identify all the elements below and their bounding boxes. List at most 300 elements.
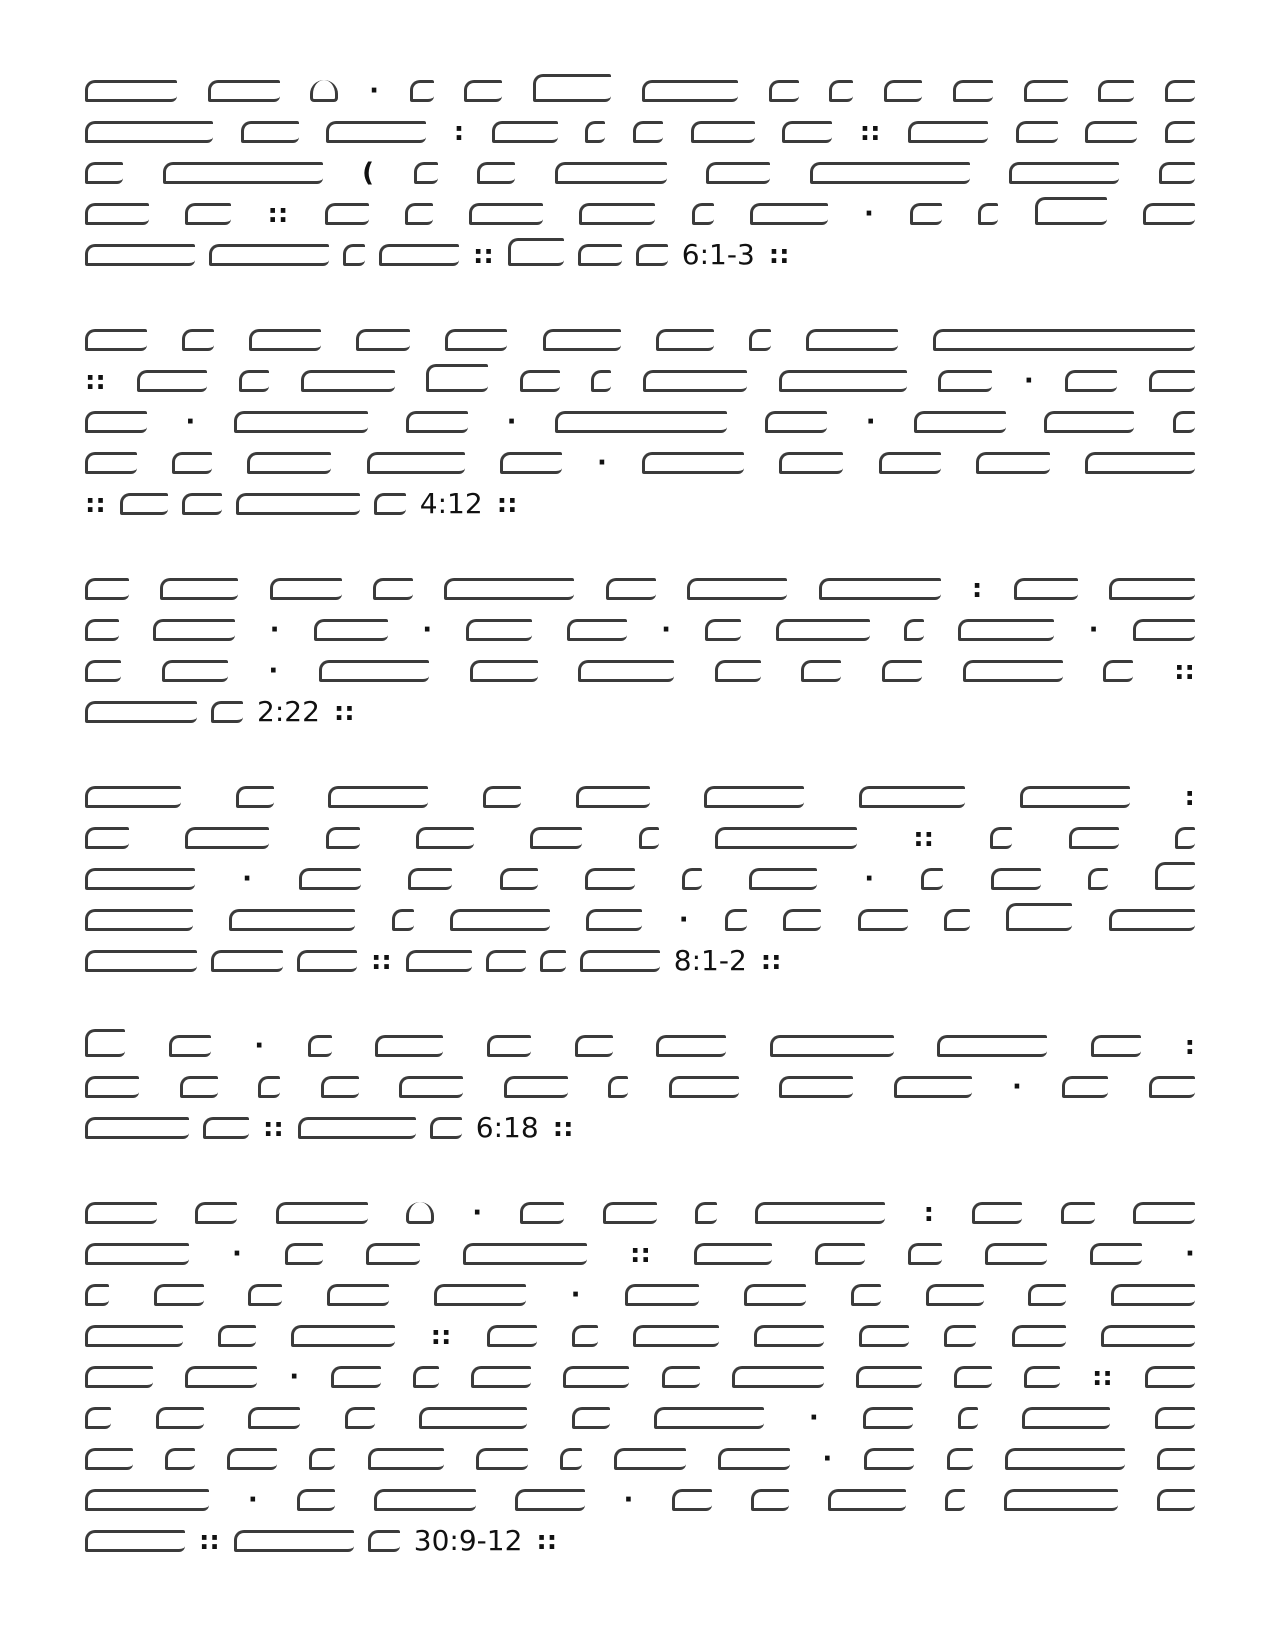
script-word bbox=[343, 244, 365, 266]
script-word bbox=[662, 1366, 700, 1388]
word-separator: · bbox=[678, 904, 689, 935]
section-separator: :: bbox=[630, 1238, 651, 1269]
script-word bbox=[85, 1366, 153, 1388]
script-word bbox=[755, 1202, 885, 1224]
script-word bbox=[572, 1325, 598, 1347]
script-word bbox=[555, 411, 727, 433]
script-word bbox=[654, 1407, 764, 1429]
passage-4 bbox=[85, 776, 1195, 981]
script-word bbox=[1024, 80, 1068, 102]
script-word bbox=[85, 121, 213, 143]
script-word bbox=[85, 1448, 133, 1470]
script-word bbox=[470, 660, 538, 682]
script-word bbox=[672, 1489, 712, 1511]
script-word bbox=[218, 1325, 256, 1347]
script-word bbox=[301, 370, 395, 392]
script-word bbox=[1157, 1489, 1195, 1511]
script-word bbox=[1012, 1325, 1066, 1347]
text-line bbox=[85, 1397, 1195, 1438]
script-word bbox=[555, 162, 667, 184]
colon: : bbox=[1184, 781, 1195, 812]
text-line bbox=[85, 1107, 1195, 1148]
script-word bbox=[165, 1448, 195, 1470]
script-word bbox=[1016, 121, 1058, 143]
script-word bbox=[185, 1366, 257, 1388]
script-word bbox=[625, 1284, 699, 1306]
word-separator: · bbox=[268, 655, 279, 686]
script-word bbox=[636, 244, 668, 266]
script-word bbox=[328, 786, 428, 808]
script-word bbox=[958, 1407, 978, 1429]
verse-reference: 30:9-12 bbox=[413, 1524, 523, 1557]
text-line bbox=[85, 234, 1195, 275]
script-word bbox=[910, 203, 942, 225]
script-word bbox=[1145, 1366, 1195, 1388]
script-word bbox=[1133, 1202, 1195, 1224]
text-line bbox=[85, 360, 1195, 401]
script-word bbox=[991, 868, 1041, 890]
script-word bbox=[463, 1243, 587, 1265]
text-line bbox=[85, 899, 1195, 940]
text-line bbox=[85, 70, 1195, 111]
script-word bbox=[85, 1530, 185, 1552]
script-word bbox=[1159, 162, 1195, 184]
script-word bbox=[285, 1243, 323, 1265]
script-word bbox=[669, 1076, 739, 1098]
script-word bbox=[85, 203, 149, 225]
script-word bbox=[580, 950, 660, 972]
text-line bbox=[85, 483, 1195, 524]
script-word bbox=[405, 203, 433, 225]
script-word bbox=[694, 1243, 772, 1265]
verse-reference: 2:22 bbox=[257, 695, 320, 728]
word-separator: · bbox=[661, 614, 671, 645]
passage-2 bbox=[85, 319, 1195, 524]
open-paren: ( bbox=[362, 157, 375, 188]
section-separator: :: bbox=[267, 198, 289, 229]
script-word bbox=[572, 1407, 610, 1429]
script-word bbox=[319, 660, 429, 682]
text-line bbox=[85, 691, 1195, 732]
section-separator: :: bbox=[85, 488, 106, 519]
script-word bbox=[399, 1076, 463, 1098]
script-word bbox=[1085, 121, 1137, 143]
section-separator: :: bbox=[768, 239, 790, 270]
script-word bbox=[419, 1407, 527, 1429]
text-line bbox=[85, 776, 1195, 817]
script-word bbox=[944, 909, 970, 931]
script-word bbox=[492, 121, 558, 143]
text-line bbox=[85, 1233, 1195, 1274]
section-separator: :: bbox=[760, 945, 782, 976]
script-word bbox=[1009, 162, 1119, 184]
text-line bbox=[85, 1025, 1195, 1066]
script-word bbox=[779, 1076, 853, 1098]
script-word bbox=[1085, 452, 1195, 474]
script-word bbox=[1175, 827, 1195, 849]
script-word bbox=[783, 909, 821, 931]
script-word bbox=[1006, 903, 1072, 931]
script-word bbox=[444, 578, 574, 600]
script-word bbox=[990, 827, 1012, 849]
script-word bbox=[520, 1202, 564, 1224]
script-word bbox=[162, 660, 228, 682]
script-word bbox=[430, 1117, 462, 1139]
script-word bbox=[744, 1284, 806, 1306]
script-word bbox=[137, 370, 207, 392]
script-word bbox=[368, 1530, 400, 1552]
script-word bbox=[945, 1489, 965, 1511]
script-word bbox=[978, 203, 998, 225]
script-word bbox=[85, 411, 147, 433]
script-word bbox=[209, 244, 329, 266]
script-word bbox=[856, 1366, 922, 1388]
script-word bbox=[1157, 1448, 1195, 1470]
script-word bbox=[477, 162, 515, 184]
script-word bbox=[169, 1035, 211, 1057]
word-separator: · bbox=[1012, 1071, 1022, 1102]
script-word bbox=[749, 329, 771, 351]
script-word bbox=[882, 660, 922, 682]
script-word bbox=[1111, 1284, 1195, 1306]
script-word bbox=[704, 786, 804, 808]
script-word bbox=[1103, 660, 1133, 682]
script-word bbox=[85, 80, 177, 102]
script-word bbox=[156, 1407, 204, 1429]
script-word bbox=[963, 660, 1063, 682]
script-word bbox=[1133, 619, 1195, 641]
script-word bbox=[321, 1076, 359, 1098]
script-word bbox=[515, 1489, 585, 1511]
script-word bbox=[858, 909, 908, 931]
script-word bbox=[500, 868, 538, 890]
script-word bbox=[248, 1407, 300, 1429]
script-word bbox=[85, 950, 197, 972]
script-word bbox=[779, 452, 843, 474]
script-word bbox=[749, 868, 817, 890]
script-word bbox=[859, 786, 965, 808]
script-word bbox=[715, 827, 857, 849]
script-word bbox=[750, 203, 828, 225]
script-word bbox=[500, 452, 562, 474]
text-line bbox=[85, 401, 1195, 442]
text-line bbox=[85, 817, 1195, 858]
script-word bbox=[270, 578, 342, 600]
script-word bbox=[504, 1076, 568, 1098]
script-word bbox=[682, 868, 702, 890]
script-word bbox=[227, 1448, 277, 1470]
script-word bbox=[211, 701, 243, 723]
script-word bbox=[606, 578, 656, 600]
script-word bbox=[374, 1489, 476, 1511]
script-word bbox=[406, 950, 472, 972]
script-word bbox=[291, 1325, 395, 1347]
script-word bbox=[1069, 827, 1119, 849]
word-separator: · bbox=[597, 447, 607, 478]
script-word bbox=[1143, 203, 1195, 225]
script-word bbox=[410, 80, 434, 102]
script-word bbox=[1024, 1366, 1060, 1388]
script-word bbox=[586, 909, 642, 931]
script-word bbox=[530, 827, 582, 849]
script-word bbox=[392, 909, 414, 931]
word-separator: · bbox=[422, 614, 433, 645]
script-word bbox=[540, 950, 566, 972]
script-word bbox=[416, 827, 474, 849]
script-word bbox=[160, 578, 238, 600]
script-word bbox=[1062, 1076, 1108, 1098]
word-separator: · bbox=[864, 198, 874, 229]
script-word bbox=[938, 370, 992, 392]
section-separator: :: bbox=[371, 945, 392, 976]
script-word bbox=[367, 452, 465, 474]
script-word bbox=[976, 452, 1050, 474]
script-word bbox=[297, 950, 357, 972]
script-word bbox=[643, 370, 747, 392]
script-word bbox=[1098, 80, 1134, 102]
script-word bbox=[483, 786, 521, 808]
script-word bbox=[153, 619, 235, 641]
script-word bbox=[85, 827, 129, 849]
script-word bbox=[241, 121, 299, 143]
script-word bbox=[172, 452, 212, 474]
script-word bbox=[567, 619, 627, 641]
script-word bbox=[85, 1284, 109, 1306]
script-word bbox=[445, 329, 507, 351]
script-word bbox=[578, 244, 622, 266]
script-word bbox=[819, 578, 941, 600]
script-word bbox=[1165, 80, 1195, 102]
word-separator: · bbox=[506, 406, 517, 437]
word-separator: · bbox=[865, 406, 876, 437]
script-word bbox=[754, 1325, 824, 1347]
colon: : bbox=[1184, 1030, 1195, 1061]
script-word bbox=[579, 203, 655, 225]
script-word bbox=[434, 1284, 526, 1306]
script-word bbox=[815, 1243, 865, 1265]
script-word bbox=[914, 411, 1006, 433]
text-line bbox=[85, 319, 1195, 360]
script-word bbox=[85, 619, 119, 641]
script-word bbox=[563, 1366, 629, 1388]
script-word bbox=[466, 619, 532, 641]
script-word bbox=[85, 244, 195, 266]
text-line bbox=[85, 1315, 1195, 1356]
word-separator: · bbox=[472, 1197, 483, 1228]
word-separator: · bbox=[822, 1443, 833, 1474]
script-word bbox=[695, 1202, 717, 1224]
script-word bbox=[751, 1489, 789, 1511]
script-word bbox=[426, 364, 488, 392]
script-word bbox=[366, 1243, 420, 1265]
script-word bbox=[1165, 121, 1195, 143]
script-word bbox=[85, 162, 123, 184]
script-word bbox=[249, 329, 321, 351]
colon: : bbox=[453, 116, 465, 147]
script-word bbox=[276, 1202, 368, 1224]
script-word bbox=[765, 411, 827, 433]
script-word bbox=[801, 660, 841, 682]
script-word bbox=[972, 1202, 1022, 1224]
script-word bbox=[85, 1202, 157, 1224]
text-line bbox=[85, 442, 1195, 483]
script-word bbox=[182, 493, 222, 515]
script-word bbox=[85, 701, 197, 723]
word-separator: · bbox=[369, 75, 380, 106]
word-separator: · bbox=[1185, 1238, 1195, 1269]
script-word bbox=[414, 162, 438, 184]
script-word bbox=[1091, 1035, 1141, 1057]
script-word bbox=[203, 1117, 249, 1139]
word-separator: · bbox=[185, 406, 196, 437]
script-word bbox=[234, 1530, 354, 1552]
script-word bbox=[851, 1284, 881, 1306]
script-word bbox=[314, 619, 388, 641]
text-line bbox=[85, 111, 1195, 152]
script-word bbox=[476, 1448, 528, 1470]
script-word bbox=[85, 1117, 189, 1139]
script-word bbox=[248, 1284, 282, 1306]
verse-reference: 4:12 bbox=[419, 487, 483, 520]
word-separator: · bbox=[1088, 614, 1099, 645]
word-separator: · bbox=[242, 863, 253, 894]
script-word bbox=[85, 578, 129, 600]
word-separator: · bbox=[289, 1361, 300, 1392]
text-line bbox=[85, 1066, 1195, 1107]
script-word bbox=[642, 452, 744, 474]
script-word bbox=[326, 121, 426, 143]
script-word bbox=[715, 660, 761, 682]
script-word bbox=[782, 121, 832, 143]
script-word bbox=[520, 370, 560, 392]
text-line bbox=[85, 152, 1195, 193]
script-word bbox=[247, 452, 331, 474]
script-word bbox=[258, 1076, 280, 1098]
passage-3 bbox=[85, 568, 1195, 732]
script-word bbox=[236, 786, 274, 808]
script-word bbox=[908, 121, 988, 143]
section-separator: :: bbox=[1174, 655, 1195, 686]
section-separator: :: bbox=[333, 696, 355, 727]
script-word bbox=[779, 370, 907, 392]
script-word bbox=[464, 80, 502, 102]
script-word bbox=[309, 1448, 335, 1470]
script-word bbox=[1061, 1202, 1095, 1224]
section-separator: :: bbox=[1092, 1361, 1113, 1392]
script-word bbox=[656, 329, 714, 351]
section-separator: :: bbox=[473, 239, 494, 270]
text-line bbox=[85, 1438, 1195, 1479]
script-word bbox=[705, 619, 741, 641]
script-word bbox=[706, 162, 770, 184]
script-word bbox=[828, 1489, 906, 1511]
text-line bbox=[85, 858, 1195, 899]
script-word bbox=[356, 329, 410, 351]
script-word bbox=[326, 827, 360, 849]
word-separator: · bbox=[808, 1402, 819, 1433]
script-word bbox=[656, 1035, 726, 1057]
word-separator: · bbox=[232, 1238, 242, 1269]
script-word bbox=[85, 1243, 189, 1265]
script-word bbox=[163, 162, 323, 184]
script-word bbox=[1028, 1284, 1066, 1306]
verse-reference: 6:18 bbox=[475, 1111, 539, 1144]
script-word bbox=[560, 1448, 582, 1470]
script-word bbox=[487, 1035, 531, 1057]
script-word bbox=[450, 909, 550, 931]
word-separator: · bbox=[247, 1484, 258, 1515]
script-word bbox=[944, 1325, 976, 1347]
script-word bbox=[408, 868, 452, 890]
script-word bbox=[1101, 1325, 1195, 1347]
script-word bbox=[1109, 578, 1195, 600]
word-separator: · bbox=[1023, 365, 1034, 396]
script-word bbox=[769, 80, 799, 102]
script-word bbox=[154, 1284, 204, 1306]
script-word bbox=[373, 578, 413, 600]
script-word bbox=[1088, 868, 1108, 890]
script-word bbox=[1004, 1489, 1118, 1511]
script-word bbox=[85, 1325, 183, 1347]
text-line bbox=[85, 1192, 1195, 1233]
script-word bbox=[1090, 1243, 1142, 1265]
script-word bbox=[325, 203, 369, 225]
script-word bbox=[1035, 197, 1107, 225]
script-word bbox=[185, 827, 269, 849]
script-word bbox=[576, 786, 650, 808]
script-word bbox=[85, 329, 147, 351]
script-word bbox=[725, 909, 747, 931]
text-line bbox=[85, 650, 1195, 691]
script-word bbox=[533, 74, 611, 102]
script-word bbox=[85, 660, 121, 682]
script-word bbox=[508, 238, 564, 266]
script-word bbox=[859, 1325, 909, 1347]
verse-reference: 6:1-3 bbox=[681, 238, 755, 271]
script-word bbox=[374, 493, 406, 515]
script-word bbox=[368, 1448, 444, 1470]
script-word bbox=[864, 1448, 914, 1470]
script-word bbox=[591, 370, 611, 392]
script-word bbox=[1149, 370, 1195, 392]
script-word bbox=[894, 1076, 972, 1098]
text-line bbox=[85, 940, 1195, 981]
passage-5 bbox=[85, 1025, 1195, 1148]
script-word bbox=[1155, 1407, 1195, 1429]
colon: : bbox=[923, 1197, 934, 1228]
section-separator: :: bbox=[913, 822, 934, 853]
word-separator: · bbox=[864, 863, 875, 894]
script-word bbox=[1005, 1448, 1125, 1470]
script-word bbox=[608, 1076, 628, 1098]
script-word bbox=[85, 868, 195, 890]
script-word bbox=[120, 493, 168, 515]
script-word bbox=[85, 1076, 139, 1098]
script-word bbox=[687, 578, 787, 600]
script-word bbox=[471, 1366, 531, 1388]
text-line bbox=[85, 193, 1195, 234]
script-word bbox=[639, 827, 659, 849]
script-word bbox=[884, 80, 922, 102]
script-word bbox=[308, 1035, 332, 1057]
word-separator: · bbox=[254, 1030, 265, 1061]
script-word bbox=[578, 660, 674, 682]
script-word bbox=[863, 1407, 913, 1429]
script-word bbox=[1014, 578, 1078, 600]
script-word bbox=[85, 1489, 209, 1511]
script-word bbox=[953, 80, 993, 102]
script-word bbox=[298, 1117, 416, 1139]
